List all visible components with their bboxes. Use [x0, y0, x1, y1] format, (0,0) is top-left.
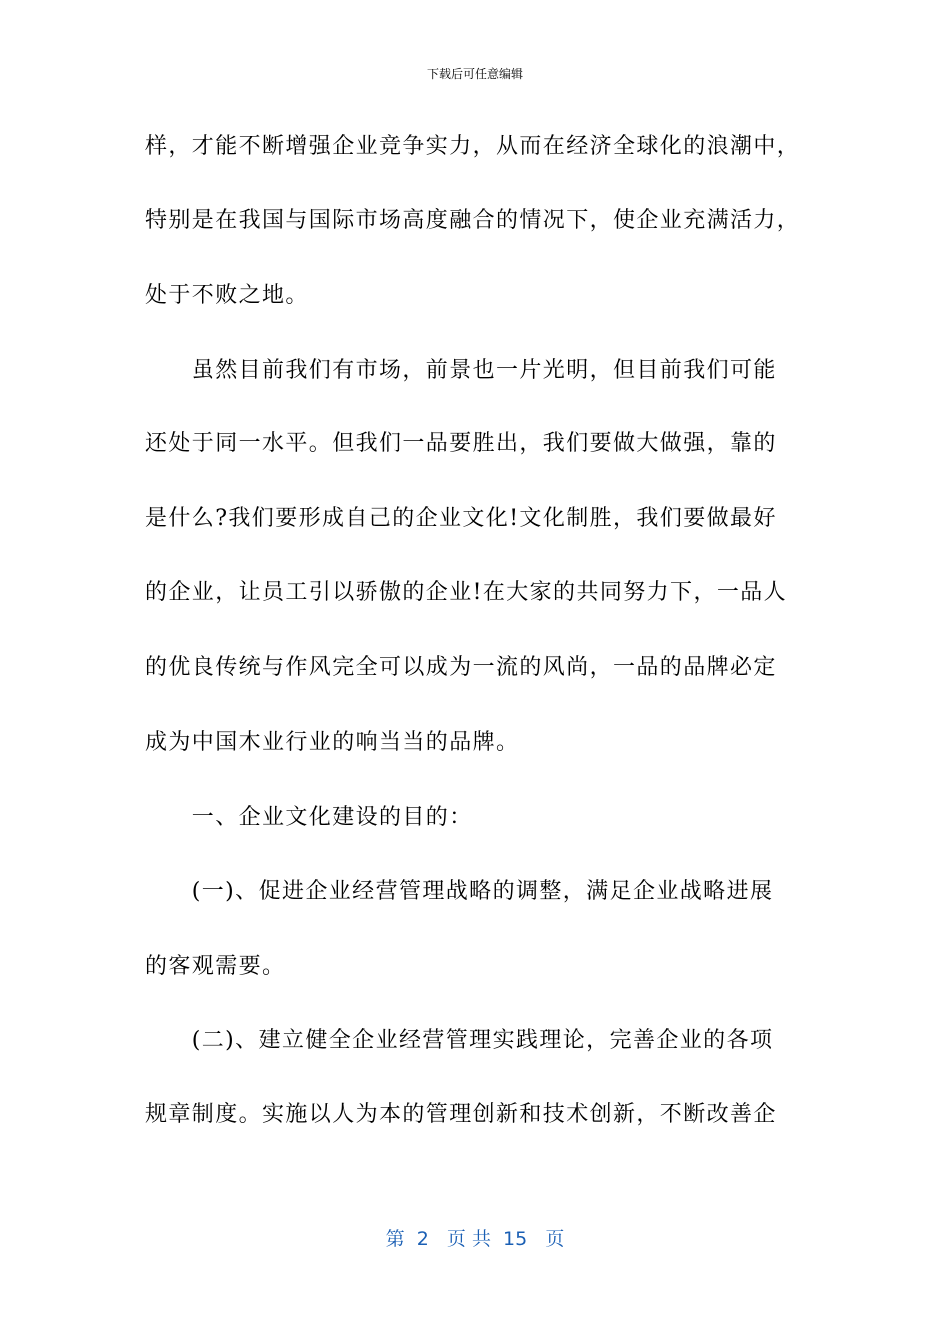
text-line: 成为中国木业行业的响当当的品牌。 [145, 730, 520, 755]
text-line: 规章制度。实施以人为本的管理创新和技术创新，不断改善企 [145, 1102, 777, 1127]
page-header: 下载后可任意编辑 [426, 67, 523, 81]
text-line: 还处于同一水平。但我们一品要胜出，我们要做大做强，靠的 [145, 431, 777, 456]
text-line: (一)、促进企业经营管理战略的调整，满足企业战略进展 [145, 879, 774, 904]
text-line: 特别是在我国与国际市场高度融合的情况下，使企业充满活力， [145, 208, 801, 233]
section-heading: 一、企业文化建设的目的： [145, 805, 473, 830]
text-line: 的企业，让员工引以骄傲的企业!在大家的共同努力下，一品人 [145, 580, 788, 605]
page-number-footer: 第 2 页 共 15 页 [385, 1228, 565, 1250]
text-line: (二)、建立健全企业经营管理实践理论，完善企业的各项 [145, 1028, 774, 1053]
text-line: 虽然目前我们有市场，前景也一片光明，但目前我们可能 [145, 358, 777, 383]
text-line: 处于不败之地。 [145, 283, 309, 308]
text-line: 样，才能不断增强企业竞争实力，从而在经济全球化的浪潮中， [145, 134, 801, 159]
text-line: 的客观需要。 [145, 954, 286, 979]
text-line: 是什么?我们要形成自己的企业文化!文化制胜，我们要做最好 [145, 506, 777, 531]
text-line: 的优良传统与作风完全可以成为一流的风尚，一品的品牌必定 [145, 655, 777, 680]
